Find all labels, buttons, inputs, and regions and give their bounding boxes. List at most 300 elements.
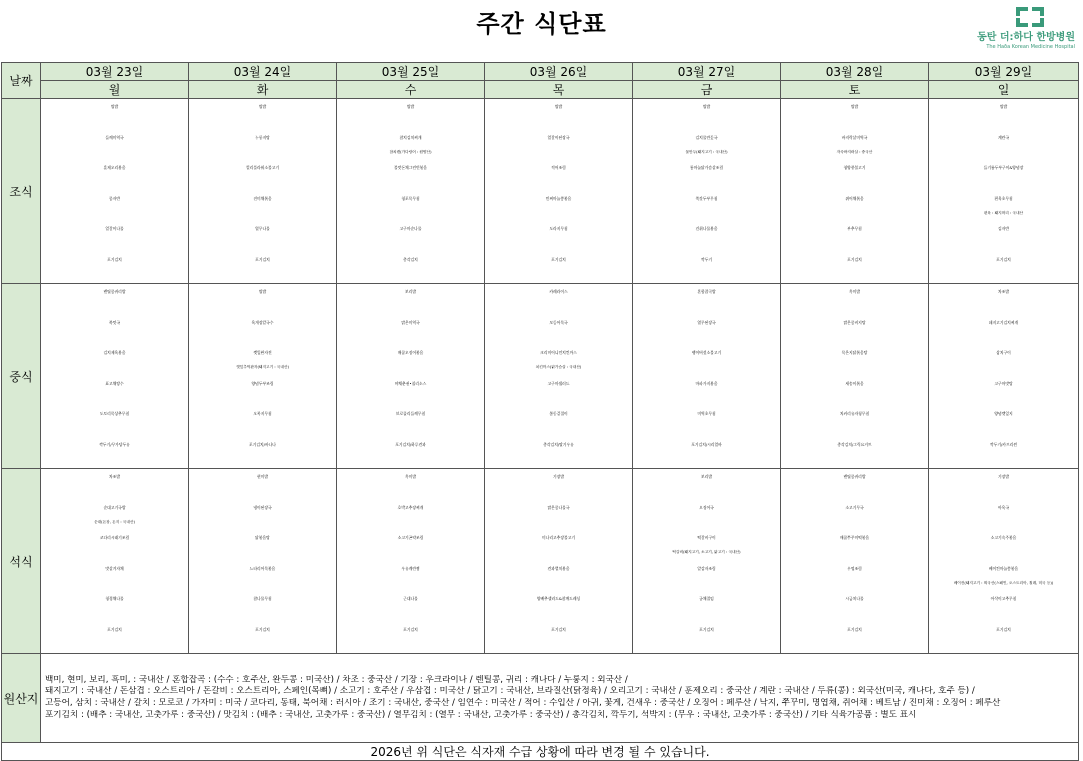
menu-item-origin-note: 물만두(돼지고기 : 국내산) [685, 149, 728, 154]
menu-item-name: 총각김치/딸기우유 [543, 441, 574, 447]
menu-item-name: 포기김치 [255, 256, 270, 262]
menu-item-origin-note: 깻잎추억완자(돼지고기 : 국내산) [236, 365, 289, 370]
menu-item-name: 쌀밥 [258, 289, 267, 294]
menu-item [485, 622, 632, 653]
hospital-logo [975, 6, 1075, 51]
menu-item-name: 참나물무침 [253, 596, 272, 602]
weekday-cell: 목 [485, 81, 633, 99]
menu-item [41, 437, 188, 468]
lunch-cell [485, 284, 633, 469]
menu-item [781, 191, 928, 222]
menu-item [633, 160, 780, 191]
menu-item-name: 통마늘닭가슴살조림 [689, 165, 723, 171]
menu-item [929, 315, 1078, 346]
menu-item [929, 345, 1078, 376]
menu-item-name: 닭볶음탕 [255, 535, 270, 541]
date-label: 날짜 [2, 63, 41, 99]
menu-item [189, 376, 336, 407]
menu-item-name: 냉이된장국 [253, 504, 272, 510]
menu-item-name: 총각김치 [403, 256, 418, 262]
menu-item [929, 99, 1078, 130]
weekday-cell: 수 [337, 81, 485, 99]
menu-item [337, 221, 484, 252]
menu-item-name: 봄동겉절이 [549, 411, 568, 417]
menu-item [189, 191, 336, 222]
menu-item [41, 469, 188, 500]
menu-item [41, 252, 188, 283]
menu-item [189, 99, 336, 130]
origin-line: 고등어, 삼치 : 국내산 / 갈치 : 모로코 / 가자미 : 미국 / 코다리, 동태, 북어채 : 러시아 / 조기 : 국내산, 중국산 / 임연수 : 미국산 / 적어 : 수입산 / 아귀, 꽃게, 건새우 : 중국산 / 오징어 : 페루산 / 낙지, 쭈꾸미, 명엽채, 쥐어채 : 베트남 / 진미채 : 오징어 : 페루산 [45, 698, 1001, 708]
menu-item-name: 돼지고기김치찌개 [988, 319, 1019, 325]
menu-item-name: 양념깻잎지 [994, 411, 1013, 417]
dinner-cell [781, 469, 929, 654]
lunch-cell [929, 284, 1079, 469]
menu-item-name: 콩자반 [108, 195, 120, 201]
menu-item-name: 포기김치 [403, 626, 418, 632]
dinner-cell [485, 469, 633, 654]
menu-item-name: 브로콜리들깨무침 [395, 411, 426, 417]
menu-item [189, 469, 336, 500]
date-cell: 03월 24일 [189, 63, 337, 81]
menu-item [337, 99, 484, 130]
menu-item-name: 느타리어묵볶음 [249, 565, 276, 571]
menu-item-name: 순대고기국밥 [103, 504, 126, 510]
menu-item [337, 345, 484, 376]
breakfast-cell [485, 99, 633, 284]
menu-item-name: 크리미어니언치킨까스 [540, 350, 577, 356]
menu-item-name: 차조밥 [997, 289, 1009, 294]
menu-item-name: 적어조림 [551, 165, 566, 171]
menu-item-name: 청경채나물 [105, 596, 124, 602]
menu-item-name: 쌀밥 [554, 104, 563, 109]
menu-item-name: 도라지무침 [549, 226, 568, 232]
origin-line: 포기김치 : (배추 : 국내산, 고춧가루 : 중국산) / 맛김치 : (배추 : 국내산, 고춧가루 : 중국산) / 열무김치 : (열무 : 국내산, 고춧가루 : 중국산) / 총각김치, 깍두기, 석박지 : (무우 : 국내산, 고춧가루 : 중국산) / 기타 식육가공품 : 별도 표시 [45, 709, 917, 720]
menu-item [41, 406, 188, 437]
notice-text: 2026년 위 식단은 식자재 수급 상황에 따라 변경 될 수 있습니다. [2, 743, 1079, 761]
menu-item-name: 렌틸콩귀리밥 [103, 289, 126, 294]
menu-item [633, 99, 780, 130]
menu-item-name: 쌀밥 [406, 104, 415, 109]
menu-item-name: 쥐어채볶음 [845, 195, 864, 201]
breakfast-label: 조식 [2, 99, 41, 284]
lunch-cell [41, 284, 189, 469]
menu-item [337, 376, 484, 407]
menu-item-name: 부추무침 [847, 226, 862, 232]
menu-item-name: 들기름두부구이&양념장 [983, 165, 1024, 171]
notice-row [2, 743, 1079, 761]
menu-item [485, 221, 632, 252]
menu-item [189, 591, 336, 622]
menu-item-name: 맑은콩비지탕 [843, 319, 866, 325]
menu-item-name: 열무나물 [255, 226, 270, 232]
logo-subtitle: The Haða Korean Medicine Hospital [986, 44, 1075, 50]
menu-item-name: 야채춘권•칠리소스 [394, 380, 427, 386]
menu-item-name: 맛살겨자채 [105, 565, 124, 571]
menu-item-name: 코다리시래기조림 [99, 535, 130, 541]
menu-item [485, 530, 632, 561]
origin-info [41, 654, 1079, 743]
menu-item [633, 284, 780, 315]
menu-item-name: 편육초무침 [994, 195, 1013, 201]
menu-item-name: 누룽지탕 [255, 134, 270, 140]
menu-item-name: 맑은콩나물국 [547, 504, 570, 510]
dinner-cell [633, 469, 781, 654]
menu-item-name: 카레라이스 [549, 289, 568, 294]
menu-item-name: 바지락살미역국 [841, 134, 868, 140]
menu-item [929, 437, 1078, 468]
menu-item-name: 쌀밥 [258, 104, 267, 109]
menu-item [337, 469, 484, 500]
menu-item-name: 기장밥 [552, 474, 564, 479]
menu-item-name: 깍두기/카프리썬 [990, 441, 1017, 447]
menu-item [337, 284, 484, 315]
menu-item-name: 양배추샐러드&참깨드레싱 [536, 596, 581, 602]
menu-item [189, 622, 336, 653]
menu-item-name: 깻잎완자전 [253, 350, 272, 356]
menu-item-name: 아삭이고추무침 [990, 596, 1017, 602]
menu-item [41, 191, 188, 222]
menu-item-name: 김치물만둣국 [695, 134, 718, 140]
menu-item [781, 376, 928, 407]
menu-item-name: 김자반 [997, 226, 1009, 232]
menu-item-name: 렌틸콩귀리밥 [843, 474, 866, 479]
date-cell: 03월 29일 [929, 63, 1079, 81]
menu-item [41, 530, 188, 561]
menu-item-name: 참치김치찌개 [399, 134, 422, 140]
menu-item-name: 호박고추장찌개 [397, 504, 424, 510]
menu-item-name: 포기김치/하루견과 [395, 441, 426, 447]
breakfast-cell [337, 99, 485, 284]
menu-item [781, 622, 928, 653]
menu-item-name: 포기김치/바나나 [249, 441, 276, 447]
menu-item-name: 오복지무침 [253, 411, 272, 417]
menu-item-name: 계란국 [997, 134, 1009, 140]
menu-item [485, 252, 632, 283]
menu-item [41, 345, 188, 376]
logo-mark-icon [1015, 6, 1045, 28]
menu-item-name: 근대나물 [403, 596, 418, 602]
menu-item [189, 561, 336, 592]
menu-item-name: 맑은미역국 [401, 319, 420, 325]
menu-item [189, 284, 336, 315]
menu-item-name: 오징어국 [699, 504, 714, 510]
menu-item-name: 깍두기/무가당두유 [99, 441, 130, 447]
menu-item [633, 130, 780, 161]
dinner-cell [337, 469, 485, 654]
menu-item [781, 130, 928, 161]
dinner-row [2, 469, 1079, 654]
menu-item [189, 160, 336, 191]
menu-item-name: 미역초무침 [697, 411, 716, 417]
menu-item [189, 130, 336, 161]
menu-item-name: 알감자조림 [697, 565, 716, 571]
menu-item [337, 191, 484, 222]
menu-item-name: 베이컨마늘쫑볶음 [988, 565, 1019, 571]
menu-item-name: 매콤쭈꾸미떡볶음 [839, 535, 870, 541]
menu-item-name: 견과멸치볶음 [547, 565, 570, 571]
menu-item-name: 우유계란찜 [401, 565, 420, 571]
menu-item [41, 284, 188, 315]
menu-item [337, 315, 484, 346]
menu-item-name: 고구마맛탕 [994, 380, 1013, 386]
menu-item [781, 221, 928, 252]
lunch-row [2, 284, 1079, 469]
menu-item-name: 기장밥 [997, 474, 1009, 479]
menu-item-name: 새송이볶음 [845, 380, 864, 386]
menu-item-name: 흑미밥 [404, 474, 416, 479]
menu-item-name: 열무된장국 [697, 319, 716, 325]
menu-item-name: 쌀밥 [110, 104, 119, 109]
menu-item [781, 406, 928, 437]
menu-item-origin-note: 떡갈비(돼지고기, 소고기, 닭고기 : 국내산) [672, 550, 741, 555]
menu-item-name: 들깨미역국 [105, 134, 124, 140]
menu-item [929, 376, 1078, 407]
menu-item-name: 치커리유자청무침 [839, 411, 870, 417]
menu-item-name: 건취나물볶음 [695, 226, 718, 232]
menu-item [485, 345, 632, 376]
menu-item-name: 묵은지닭볶음탕 [841, 350, 868, 356]
date-cell: 03월 26일 [485, 63, 633, 81]
date-row [2, 63, 1079, 81]
menu-item [485, 376, 632, 407]
menu-item [633, 591, 780, 622]
menu-item-name: 흑미밥 [848, 289, 860, 294]
menu-item-name: 훈제오리볶음 [103, 165, 126, 171]
menu-item-name: 궁채절임 [699, 596, 714, 602]
menu-item [485, 315, 632, 346]
page-title: 주간 식단표 [476, 10, 607, 38]
menu-item [485, 406, 632, 437]
menu-item-name: 보리밥 [700, 474, 712, 479]
menu-item [337, 530, 484, 561]
breakfast-cell [929, 99, 1079, 284]
menu-item [781, 530, 928, 561]
menu-item [781, 469, 928, 500]
menu-item-name: 소고기무국 [845, 504, 864, 510]
menu-item [633, 345, 780, 376]
menu-item [189, 530, 336, 561]
menu-item-name: 깍두기 [700, 256, 712, 262]
menu-item [337, 160, 484, 191]
origin-line: 백미, 현미, 보리, 흑미, : 국내산 / 혼합잡곡 : (수수 : 호주산, 완두콩 : 미국산) / 차조 : 중국산 / 기장 : 우크라이나 / 렌틸콩, 귀리 : 캐나다 / 누룽지 : 외국산 / [45, 674, 628, 685]
menu-item [485, 160, 632, 191]
menu-item [929, 130, 1078, 161]
menu-item [929, 469, 1078, 500]
menu-item [929, 284, 1078, 315]
menu-item-name: 마파가지볶음 [695, 380, 718, 386]
lunch-cell [781, 284, 929, 469]
menu-item-name: 불맛돈채그린빈볶음 [393, 165, 427, 171]
menu-item [41, 315, 188, 346]
menu-item [337, 500, 484, 531]
menu-item-name: 포기김치 [996, 626, 1011, 632]
menu-item [189, 252, 336, 283]
menu-item [633, 406, 780, 437]
menu-item [337, 622, 484, 653]
menu-item-name: 민찌마늘쫑볶음 [545, 195, 572, 201]
menu-item [929, 530, 1078, 561]
menu-item-name: 팽이버섯소불고기 [691, 350, 722, 356]
menu-item [189, 221, 336, 252]
origin-line: 돼지고기 : 국내산 / 돈삼겹 : 오스트리아 / 돈갈비 : 오스트리아, 스페인(목뼈) / 소고기 : 호주산 / 우삼겹 : 미국산 / 닭고기 : 국내산, 브라질산(닭정육) / 오리고기 : 국내산 / 훈제오리 : 중국산 / 계란 : 국내산 / 두류(콩) : 외국산(미국, 캐나다, 호주 등) / [45, 686, 975, 697]
menu-item-name: 포기김치 [551, 626, 566, 632]
date-cell: 03월 25일 [337, 63, 485, 81]
logo-name: 동탄 더:하다 한방병원 [977, 32, 1075, 43]
menu-item-name: 모듬어묵국 [549, 319, 568, 325]
menu-item [633, 500, 780, 531]
menu-item-name: 떡갈비구이 [697, 535, 716, 541]
menu-item-name: 시금치나물 [845, 596, 864, 602]
lunch-label: 중식 [2, 284, 41, 469]
menu-item [485, 469, 632, 500]
menu-item-name: 컬리플라워소불고기 [245, 165, 279, 171]
menu-item-name: 포기김치 [107, 256, 122, 262]
weekday-cell: 일 [929, 81, 1079, 99]
lunch-cell [189, 284, 337, 469]
menu-item [337, 406, 484, 437]
menu-item-origin-note: 베이컨(돼지고기 : 외국산(스페인, 오스트리아, 칠레, 미국 등)) [953, 580, 1054, 585]
menu-item-name: 포기김치 [847, 626, 862, 632]
menu-item [41, 221, 188, 252]
lunch-cell [337, 284, 485, 469]
menu-item-name: 표고채탕수 [105, 380, 124, 386]
dinner-label: 석식 [2, 469, 41, 654]
menu-item-name: 포기김치 [551, 256, 566, 262]
weekday-cell: 금 [633, 81, 781, 99]
dinner-cell [929, 469, 1079, 654]
menu-item-name: 청포묵무침 [401, 195, 420, 201]
menu-item [485, 437, 632, 468]
menu-item [189, 500, 336, 531]
menu-item [929, 622, 1078, 653]
menu-item [337, 252, 484, 283]
weekday-row [2, 81, 1079, 99]
menu-item [633, 376, 780, 407]
weekday-cell: 토 [781, 81, 929, 99]
date-cell: 03월 23일 [41, 63, 189, 81]
menu-item-name: 현미밥 [256, 474, 268, 479]
breakfast-cell [781, 99, 929, 284]
menu-item-name: 얼갈이된장국 [547, 134, 570, 140]
menu-item [781, 345, 928, 376]
menu-item [41, 376, 188, 407]
menu-item [929, 591, 1078, 622]
menu-item [929, 561, 1078, 592]
menu-item [781, 500, 928, 531]
menu-item-name: 총각김치/그릭요거트 [837, 441, 872, 447]
menu-item [781, 437, 928, 468]
menu-item-name: 포기김치 [107, 626, 122, 632]
menu-item [485, 130, 632, 161]
menu-item [485, 191, 632, 222]
menu-item [485, 591, 632, 622]
menu-item-name: 육개장칼국수 [251, 319, 274, 325]
menu-item [189, 315, 336, 346]
menu-item-name: 쌀밥 [702, 104, 711, 109]
menu-item-name: 포기김치 [699, 626, 714, 632]
breakfast-cell [633, 99, 781, 284]
menu-item-origin-note: 참치캔(가다랑어 : 원양산) [389, 149, 432, 154]
breakfast-cell [41, 99, 189, 284]
menu-item-name: 청양풍불고기 [843, 165, 866, 171]
menu-item [337, 130, 484, 161]
menu-item-name: 포기김치 [847, 256, 862, 262]
menu-item [633, 561, 780, 592]
breakfast-row [2, 99, 1079, 284]
menu-item-name: 소고기숙주볶음 [990, 535, 1017, 541]
menu-item-name: 얼갈이나물 [105, 226, 124, 232]
menu-item-name: 양념두부조림 [251, 380, 274, 386]
menu-item-name: 쑥갓두부무침 [695, 195, 718, 201]
menu-item-name: 보리밥 [404, 289, 416, 294]
menu-item [485, 561, 632, 592]
menu-item [633, 191, 780, 222]
menu-item-name: 고구마순나물 [399, 226, 422, 232]
menu-item [337, 437, 484, 468]
menu-item [485, 284, 632, 315]
menu-item-name: 차조밥 [108, 474, 120, 479]
menu-item [781, 160, 928, 191]
menu-item [929, 406, 1078, 437]
menu-item-name: 우엉조림 [847, 565, 862, 571]
menu-item [781, 591, 928, 622]
menu-item [929, 252, 1078, 283]
date-cell: 03월 28일 [781, 63, 929, 81]
menu-item-name: 포기김치 [255, 626, 270, 632]
menu-item [337, 561, 484, 592]
menu-item-origin-note: 편육 : 돼지머리 : 국내산 [983, 210, 1024, 215]
menu-item-name: 쌀밥 [850, 104, 859, 109]
menu-item [41, 160, 188, 191]
menu-item [337, 591, 484, 622]
menu-item-name: 북엇국 [108, 319, 120, 325]
menu-item [41, 99, 188, 130]
menu-item [633, 252, 780, 283]
menu-item [633, 622, 780, 653]
menu-item-name: 김치제육볶음 [103, 350, 126, 356]
origin-row [2, 654, 1079, 743]
origin-label: 원산지 [2, 654, 41, 743]
dinner-cell [189, 469, 337, 654]
menu-item [485, 99, 632, 130]
menu-item [633, 530, 780, 561]
menu-item-origin-note: 순대(돈창, 돈지 : 국내산) [94, 519, 135, 524]
menu-item [189, 437, 336, 468]
menu-item-origin-note: 자숙바지락살 : 중국산 [836, 149, 873, 154]
menu-item-name: 진미채볶음 [253, 195, 272, 201]
menu-item [41, 500, 188, 531]
dinner-cell [41, 469, 189, 654]
menu-item [781, 561, 928, 592]
menu-item [633, 315, 780, 346]
menu-item [781, 252, 928, 283]
menu-item [633, 221, 780, 252]
menu-item-name: 혼합잡곡밥 [697, 289, 716, 294]
menu-item [781, 315, 928, 346]
menu-item-name: 쌀밥 [999, 104, 1008, 109]
menu-item [633, 437, 780, 468]
weekday-cell: 월 [41, 81, 189, 99]
menu-item-name: 미나리고추장불고기 [541, 535, 575, 541]
menu-item [41, 591, 188, 622]
menu-item [929, 191, 1078, 222]
menu-item-name: 고구마샐러드 [547, 380, 570, 386]
menu-item [41, 622, 188, 653]
menu-item-name: 포기김치 [996, 256, 1011, 262]
menu-item-name: 포기김치/시리얼바 [691, 441, 722, 447]
menu-item [41, 130, 188, 161]
menu-item-name: 삼치구이 [996, 350, 1011, 356]
